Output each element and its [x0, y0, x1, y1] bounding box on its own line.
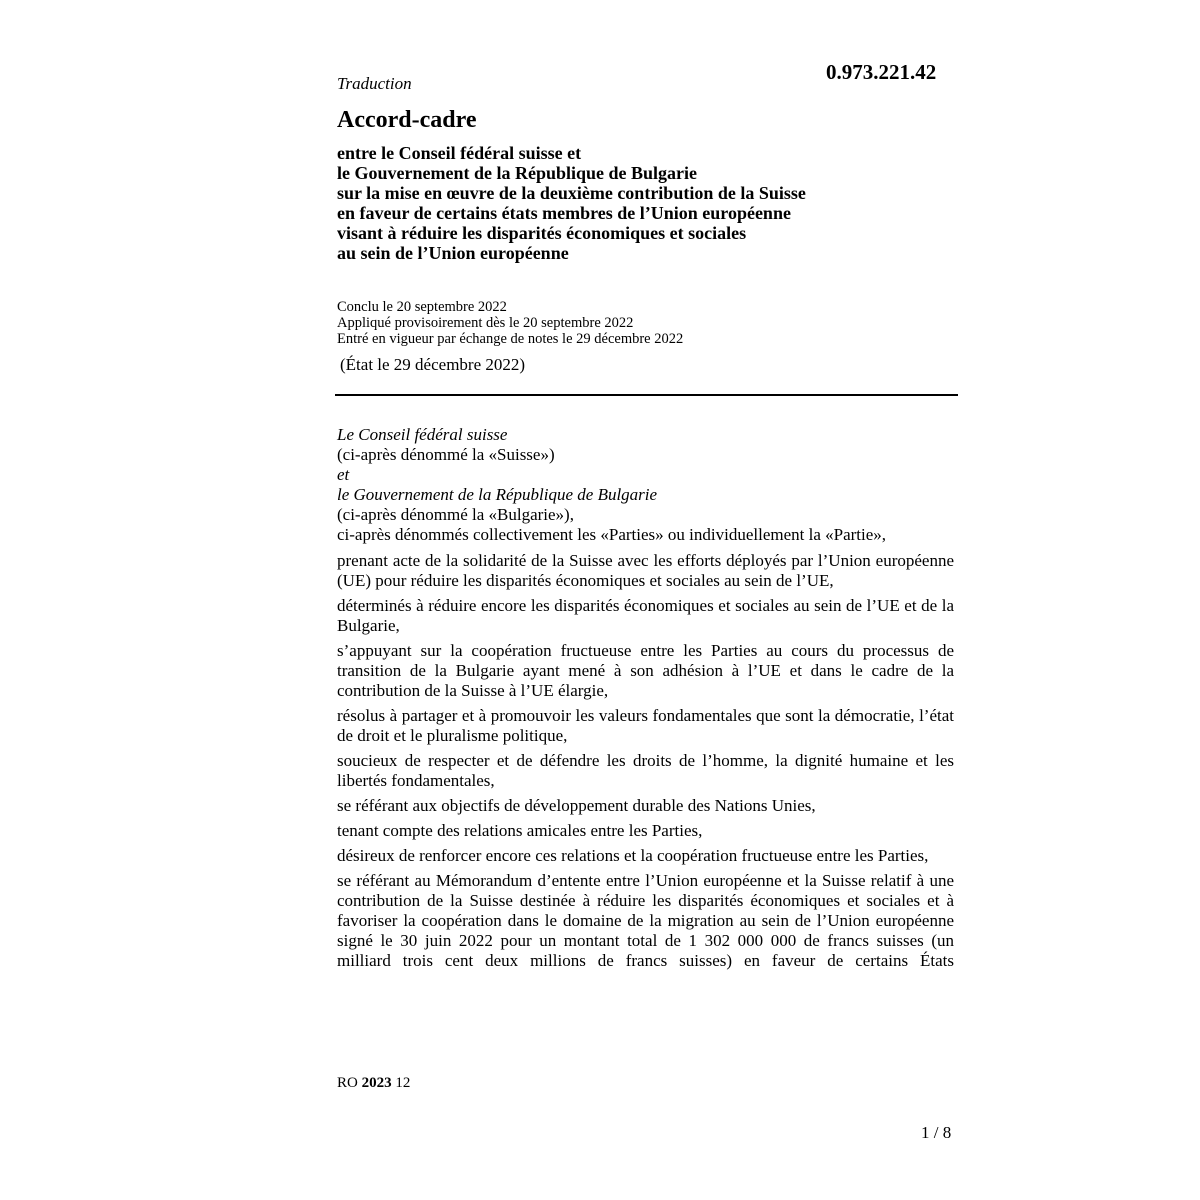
preamble-paragraph: tenant compte des relations amicales entre les Parties, [337, 821, 703, 840]
subtitle-line: au sein de l’Union européenne [337, 243, 569, 263]
preamble-paragraph: désireux de renforcer encore ces relations et la coopération fructueuse entre les Parties, [337, 846, 929, 865]
date-provisional: Appliqué provisoirement dès le 20 septembre 2022 [337, 315, 634, 331]
preamble-paragraph: déterminés à réduire encore les disparités économiques et sociales au sein de l’UE et de la Bulgarie, [337, 596, 954, 635]
document-subtitle [337, 143, 957, 263]
preamble-paragraph: prenant acte de la solidarité de la Suisse avec les efforts déployés par l’Union européenne (UE) pour réduire les disparités économiques et sociales au sein de l’UE, [337, 551, 954, 590]
ro-year: 2023 [361, 1075, 392, 1091]
subtitle-line: entre le Conseil fédéral suisse et [337, 143, 582, 163]
sr-number: 0.973.221.42 [826, 60, 937, 84]
party-2-alias: (ci-après dénommé la «Bulgarie»), [337, 505, 574, 524]
party-1-alias: (ci-après dénommé la «Suisse») [337, 445, 555, 464]
preamble-paragraph: se référant au Mémorandum d’entente entre l’Union européenne et la Suisse relatif à une contribution de la Suisse destinée à réduire les disparités économiques et sociales et à favoriser la coopération dans le domaine de la migration au sein de l’Union européenne signé le 30 juin 2022 pour un montant total de 1 302 000 000 de francs suisses (un milliard trois cent deux millions de francs suisses) en faveur de certains États [337, 871, 954, 970]
subtitle-line: en faveur de certains états membres de l’Union européenne [337, 203, 791, 223]
official-compilation-reference [337, 1075, 410, 1092]
ro-prefix: RO [337, 1075, 358, 1091]
party-conjunction: et [337, 465, 350, 484]
subtitle-line: sur la mise en œuvre de la deuxième contribution de la Suisse [337, 183, 806, 203]
page-number: 1 / 8 [921, 1123, 952, 1142]
date-concluded: Conclu le 20 septembre 2022 [337, 299, 507, 315]
party-2: le Gouvernement de la République de Bulgarie [337, 485, 658, 504]
preamble-paragraph: se référant aux objectifs de développement durable des Nations Unies, [337, 796, 816, 815]
preamble-paragraph: résolus à partager et à promouvoir les valeurs fondamentales que sont la démocratie, l’état de droit et le pluralisme politique, [337, 706, 954, 745]
subtitle-line: visant à réduire les disparités économiques et sociales [337, 223, 747, 243]
preamble-body [337, 425, 954, 971]
ro-number: 12 [395, 1075, 411, 1091]
preamble-paragraph: s’appuyant sur la coopération fructueuse entre les Parties au cours du processus de transition de la Bulgarie ayant mené à son adhésion à l’UE et dans le cadre de la contribution de la Suisse à l’UE élargie, [337, 641, 954, 700]
preamble-paragraph: soucieux de respecter et de défendre les droits de l’homme, la dignité humaine et les libertés fondamentales, [337, 751, 954, 790]
translation-label: Traduction [337, 74, 412, 93]
party-1: Le Conseil fédéral suisse [337, 425, 508, 444]
header-divider [335, 394, 958, 396]
dates-block [337, 299, 683, 347]
status-date: (État le 29 décembre 2022) [340, 355, 526, 374]
date-in-force: Entré en vigueur par échange de notes le 29 décembre 2022 [337, 331, 684, 347]
document-title: Accord-cadre [337, 107, 477, 133]
parties-collective: ci-après dénommés collectivement les «Parties» ou individuellement la «Partie», [337, 525, 887, 544]
subtitle-line: le Gouvernement de la République de Bulgarie [337, 163, 697, 183]
